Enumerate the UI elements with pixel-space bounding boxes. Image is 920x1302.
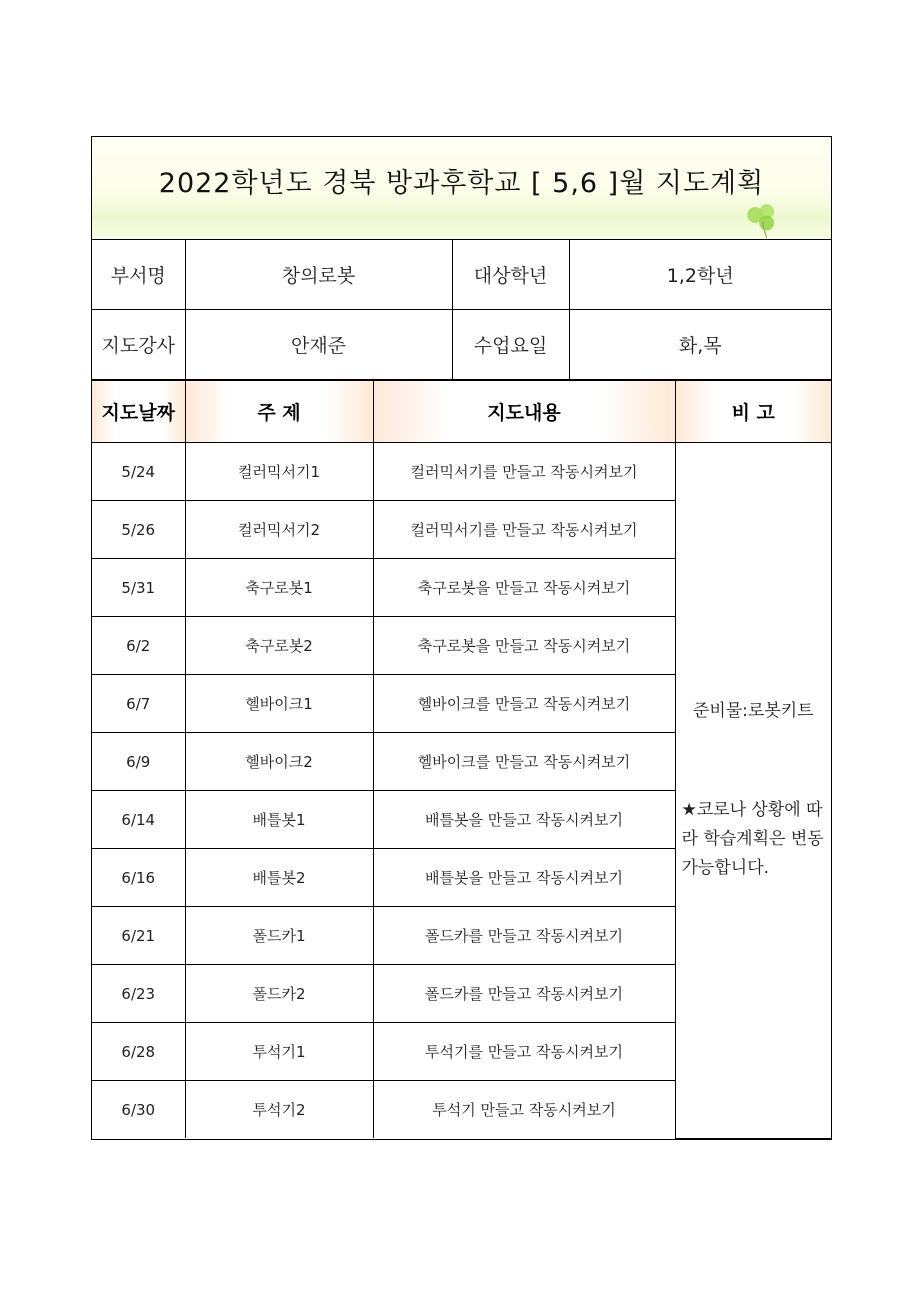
cell-content: 배틀봇을 만들고 작동시켜보기	[373, 791, 675, 849]
warning-note: ★코로나 상황에 따라 학습계획은 변동 가능합니다.	[681, 800, 824, 879]
cell-topic: 배틀봇1	[185, 791, 373, 849]
cell-content: 투석기를 만들고 작동시켜보기	[373, 1023, 675, 1081]
cell-date: 6/2	[92, 617, 185, 675]
cell-topic: 축구로봇2	[185, 617, 373, 675]
header-content: 지도내용	[373, 381, 675, 443]
cell-date: 6/9	[92, 733, 185, 791]
cell-content: 헬바이크를 만들고 작동시켜보기	[373, 675, 675, 733]
days-label: 수업요일	[452, 310, 569, 380]
cell-date: 6/23	[92, 965, 185, 1023]
cell-topic: 헬바이크1	[185, 675, 373, 733]
cell-date: 6/16	[92, 849, 185, 907]
cell-topic: 헬바이크2	[185, 733, 373, 791]
days-value: 화,목	[569, 310, 831, 380]
cell-date: 6/14	[92, 791, 185, 849]
cell-date: 6/21	[92, 907, 185, 965]
cell-content: 폴드카를 만들고 작동시켜보기	[373, 907, 675, 965]
remarks-cell	[675, 443, 831, 1139]
teacher-label: 지도강사	[92, 310, 185, 380]
grade-label: 대상학년	[452, 240, 569, 310]
header-topic: 주 제	[185, 381, 373, 443]
cell-date: 5/26	[92, 501, 185, 559]
header-remarks: 비 고	[675, 381, 831, 443]
cell-content: 컬러믹서기를 만들고 작동시켜보기	[373, 443, 675, 501]
cell-date: 5/24	[92, 443, 185, 501]
cell-topic: 배틀봇2	[185, 849, 373, 907]
plan-document	[91, 136, 832, 1140]
clover-icon	[741, 199, 781, 239]
materials-note: 준비물:로봇키트	[692, 701, 814, 722]
table-row	[92, 443, 831, 501]
cell-content: 컬러믹서기를 만들고 작동시켜보기	[373, 501, 675, 559]
cell-date: 6/28	[92, 1023, 185, 1081]
cell-content: 축구로봇을 만들고 작동시켜보기	[373, 559, 675, 617]
schedule-table	[92, 380, 831, 1139]
grade-value: 1,2학년	[569, 240, 831, 310]
cell-content: 축구로봇을 만들고 작동시켜보기	[373, 617, 675, 675]
info-table	[92, 240, 831, 380]
cell-content: 헬바이크를 만들고 작동시켜보기	[373, 733, 675, 791]
dept-value: 창의로봇	[185, 240, 452, 310]
cell-date: 6/30	[92, 1081, 185, 1139]
cell-content: 배틀봇을 만들고 작동시켜보기	[373, 849, 675, 907]
cell-topic: 투석기2	[185, 1081, 373, 1139]
dept-label: 부서명	[92, 240, 185, 310]
title-banner	[92, 137, 831, 240]
cell-date: 6/7	[92, 675, 185, 733]
cell-topic: 폴드카1	[185, 907, 373, 965]
cell-content: 폴드카를 만들고 작동시켜보기	[373, 965, 675, 1023]
header-date: 지도날짜	[92, 381, 185, 443]
cell-topic: 축구로봇1	[185, 559, 373, 617]
cell-content: 투석기 만들고 작동시켜보기	[373, 1081, 675, 1139]
cell-date: 5/31	[92, 559, 185, 617]
cell-topic: 투석기1	[185, 1023, 373, 1081]
cell-topic: 폴드카2	[185, 965, 373, 1023]
page-title: 2022학년도 경북 방과후학교 [ 5,6 ]월 지도계획	[158, 168, 765, 199]
cell-topic: 컬러믹서기2	[185, 501, 373, 559]
teacher-value: 안재준	[185, 310, 452, 380]
cell-topic: 컬러믹서기1	[185, 443, 373, 501]
